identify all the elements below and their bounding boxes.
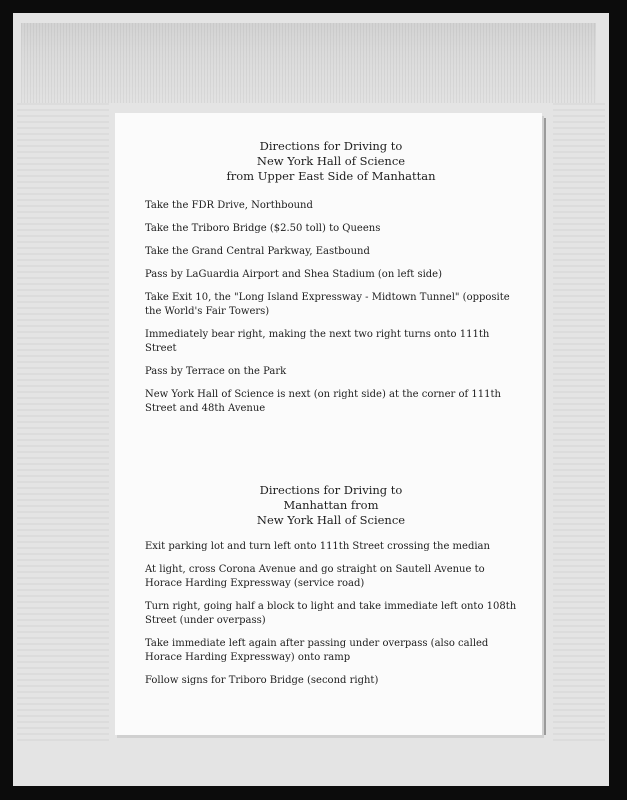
step-item: Exit parking lot and turn left onto 111th Street crossing the median xyxy=(145,541,490,552)
section-upper-east-side xyxy=(145,139,517,425)
step-item: Follow signs for Triboro Bridge (second right) xyxy=(145,675,379,686)
step-list xyxy=(145,199,517,416)
step-item: Turn right, going half a block to light and take immediate left onto 108th Street (under overpass) xyxy=(145,601,517,626)
title-line: Directions for Driving to xyxy=(259,483,403,497)
title-line: Manhattan from xyxy=(283,498,379,512)
section-title xyxy=(145,139,517,184)
step-item: Take the Triboro Bridge ($2.50 toll) to Queens xyxy=(145,223,381,234)
scan-noise-band xyxy=(21,23,596,103)
section-to-manhattan xyxy=(145,483,517,697)
step-item: Pass by Terrace on the Park xyxy=(145,366,287,377)
title-line: New York Hall of Science xyxy=(256,154,406,168)
step-item: Pass by LaGuardia Airport and Shea Stadium (on left side) xyxy=(145,269,442,280)
title-line: from Upper East Side of Manhattan xyxy=(226,169,436,183)
step-item: At light, cross Corona Avenue and go straight on Sautell Avenue to Horace Harding Expressway (service road) xyxy=(145,564,485,589)
directions-sheet xyxy=(115,113,542,735)
step-item: Take the Grand Central Parkway, Eastbound xyxy=(145,246,370,257)
step-item: Take the FDR Drive, Northbound xyxy=(145,200,313,211)
title-line: Directions for Driving to xyxy=(259,139,403,153)
title-line: New York Hall of Science xyxy=(256,513,406,527)
scan-noise-right xyxy=(553,103,605,743)
step-item: New York Hall of Science is next (on right side) at the corner of 111th Street and 48th Avenue xyxy=(145,389,501,414)
section-title xyxy=(145,483,517,528)
sheet-edge-shadow xyxy=(542,118,546,735)
step-list xyxy=(145,540,517,688)
step-item: Take Exit 10, the "Long Island Expressway - Midtown Tunnel" (opposite the World's Fair Towers) xyxy=(145,292,510,317)
step-item: Immediately bear right, making the next two right turns onto 111th Street xyxy=(145,329,490,354)
scan-noise-left xyxy=(17,103,109,743)
step-item: Take immediate left again after passing under overpass (also called Horace Harding Expressway) onto ramp xyxy=(145,638,489,663)
